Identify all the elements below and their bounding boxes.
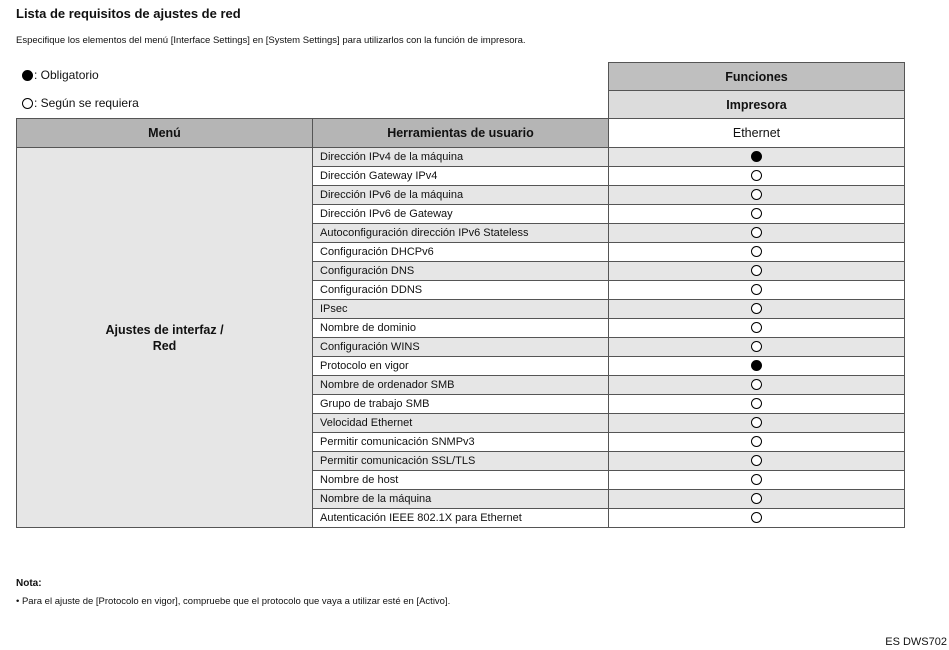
tool-name-cell: Dirección IPv6 de Gateway — [313, 205, 609, 224]
tool-name-cell: Dirección IPv4 de la máquina — [313, 148, 609, 167]
ethernet-requirement-cell — [609, 243, 905, 262]
hollow-circle-icon — [751, 246, 762, 257]
hollow-circle-icon — [751, 474, 762, 485]
tool-name-cell: Configuración DNS — [313, 262, 609, 281]
hollow-circle-icon — [751, 436, 762, 447]
hollow-circle-icon — [751, 379, 762, 390]
ethernet-requirement-cell — [609, 205, 905, 224]
hollow-circle-icon — [751, 284, 762, 295]
tool-name-cell: Configuración DDNS — [313, 281, 609, 300]
document-code: ES DWS702 — [885, 636, 947, 648]
tool-name-cell: Nombre de ordenador SMB — [313, 376, 609, 395]
requirements-table — [16, 62, 905, 528]
table-row — [17, 148, 905, 167]
hollow-circle-icon — [751, 512, 762, 523]
page-title: Lista de requisitos de ajustes de red — [16, 6, 241, 21]
menu-value-cell — [17, 148, 313, 528]
tool-name-cell: Nombre de dominio — [313, 319, 609, 338]
tool-name-cell: IPsec — [313, 300, 609, 319]
tool-name-cell: Dirección Gateway IPv4 — [313, 167, 609, 186]
functions-header: Funciones — [609, 63, 905, 91]
tool-name-cell: Permitir comunicación SNMPv3 — [313, 433, 609, 452]
ethernet-requirement-cell — [609, 357, 905, 376]
ethernet-requirement-cell — [609, 300, 905, 319]
hollow-circle-icon — [751, 417, 762, 428]
hollow-circle-icon — [751, 398, 762, 409]
hollow-circle-icon — [751, 208, 762, 219]
hollow-circle-icon — [751, 322, 762, 333]
menu-value-line1: Ajustes de interfaz / — [105, 322, 224, 337]
filled-circle-icon — [751, 360, 762, 371]
legend-required-label: : Obligatorio — [34, 68, 99, 82]
hollow-circle-icon — [751, 227, 762, 238]
hollow-circle-icon — [751, 189, 762, 200]
note-text: • Para el ajuste de [Protocolo en vigor], compruebe que el protocolo que vaya a utilizar esté en [Activo]. — [16, 596, 451, 607]
ethernet-column-header: Ethernet — [609, 119, 905, 148]
tool-name-cell: Autenticación IEEE 802.1X para Ethernet — [313, 509, 609, 528]
hollow-circle-icon — [751, 170, 762, 181]
hollow-circle-icon — [751, 341, 762, 352]
ethernet-requirement-cell — [609, 319, 905, 338]
tool-name-cell: Grupo de trabajo SMB — [313, 395, 609, 414]
menu-column-header: Menú — [17, 119, 313, 148]
tool-name-cell: Autoconfiguración dirección IPv6 Stateless — [313, 224, 609, 243]
menu-value-line2: Red — [152, 338, 177, 353]
tool-name-cell: Nombre de host — [313, 471, 609, 490]
ethernet-requirement-cell — [609, 338, 905, 357]
tool-name-cell: Nombre de la máquina — [313, 490, 609, 509]
ethernet-requirement-cell — [609, 281, 905, 300]
hollow-circle-icon — [751, 493, 762, 504]
note-title: Nota: — [16, 578, 42, 589]
hollow-circle-icon — [751, 265, 762, 276]
tool-name-cell: Configuración WINS — [313, 338, 609, 357]
tool-name-cell: Dirección IPv6 de la máquina — [313, 186, 609, 205]
tool-name-cell: Configuración DHCPv6 — [313, 243, 609, 262]
filled-circle-icon — [751, 151, 762, 162]
ethernet-requirement-cell — [609, 414, 905, 433]
ethernet-requirement-cell — [609, 509, 905, 528]
ethernet-requirement-cell — [609, 471, 905, 490]
ethernet-requirement-cell — [609, 395, 905, 414]
tool-name-cell: Permitir comunicación SSL/TLS — [313, 452, 609, 471]
ethernet-requirement-cell — [609, 186, 905, 205]
legend-optional-label: : Según se requiera — [34, 96, 139, 110]
hollow-circle-icon — [751, 455, 762, 466]
printer-header: Impresora — [609, 91, 905, 119]
ethernet-requirement-cell — [609, 167, 905, 186]
ethernet-requirement-cell — [609, 452, 905, 471]
ethernet-requirement-cell — [609, 433, 905, 452]
tool-name-cell: Protocolo en vigor — [313, 357, 609, 376]
page-subtitle: Especifique los elementos del menú [Interface Settings] en [System Settings] para utilizarlos con la función de impresora. — [16, 35, 526, 46]
ethernet-requirement-cell — [609, 148, 905, 167]
ethernet-requirement-cell — [609, 262, 905, 281]
ethernet-requirement-cell — [609, 224, 905, 243]
ethernet-requirement-cell — [609, 490, 905, 509]
tool-name-cell: Velocidad Ethernet — [313, 414, 609, 433]
ethernet-requirement-cell — [609, 376, 905, 395]
tools-column-header: Herramientas de usuario — [313, 119, 609, 148]
hollow-circle-icon — [751, 303, 762, 314]
